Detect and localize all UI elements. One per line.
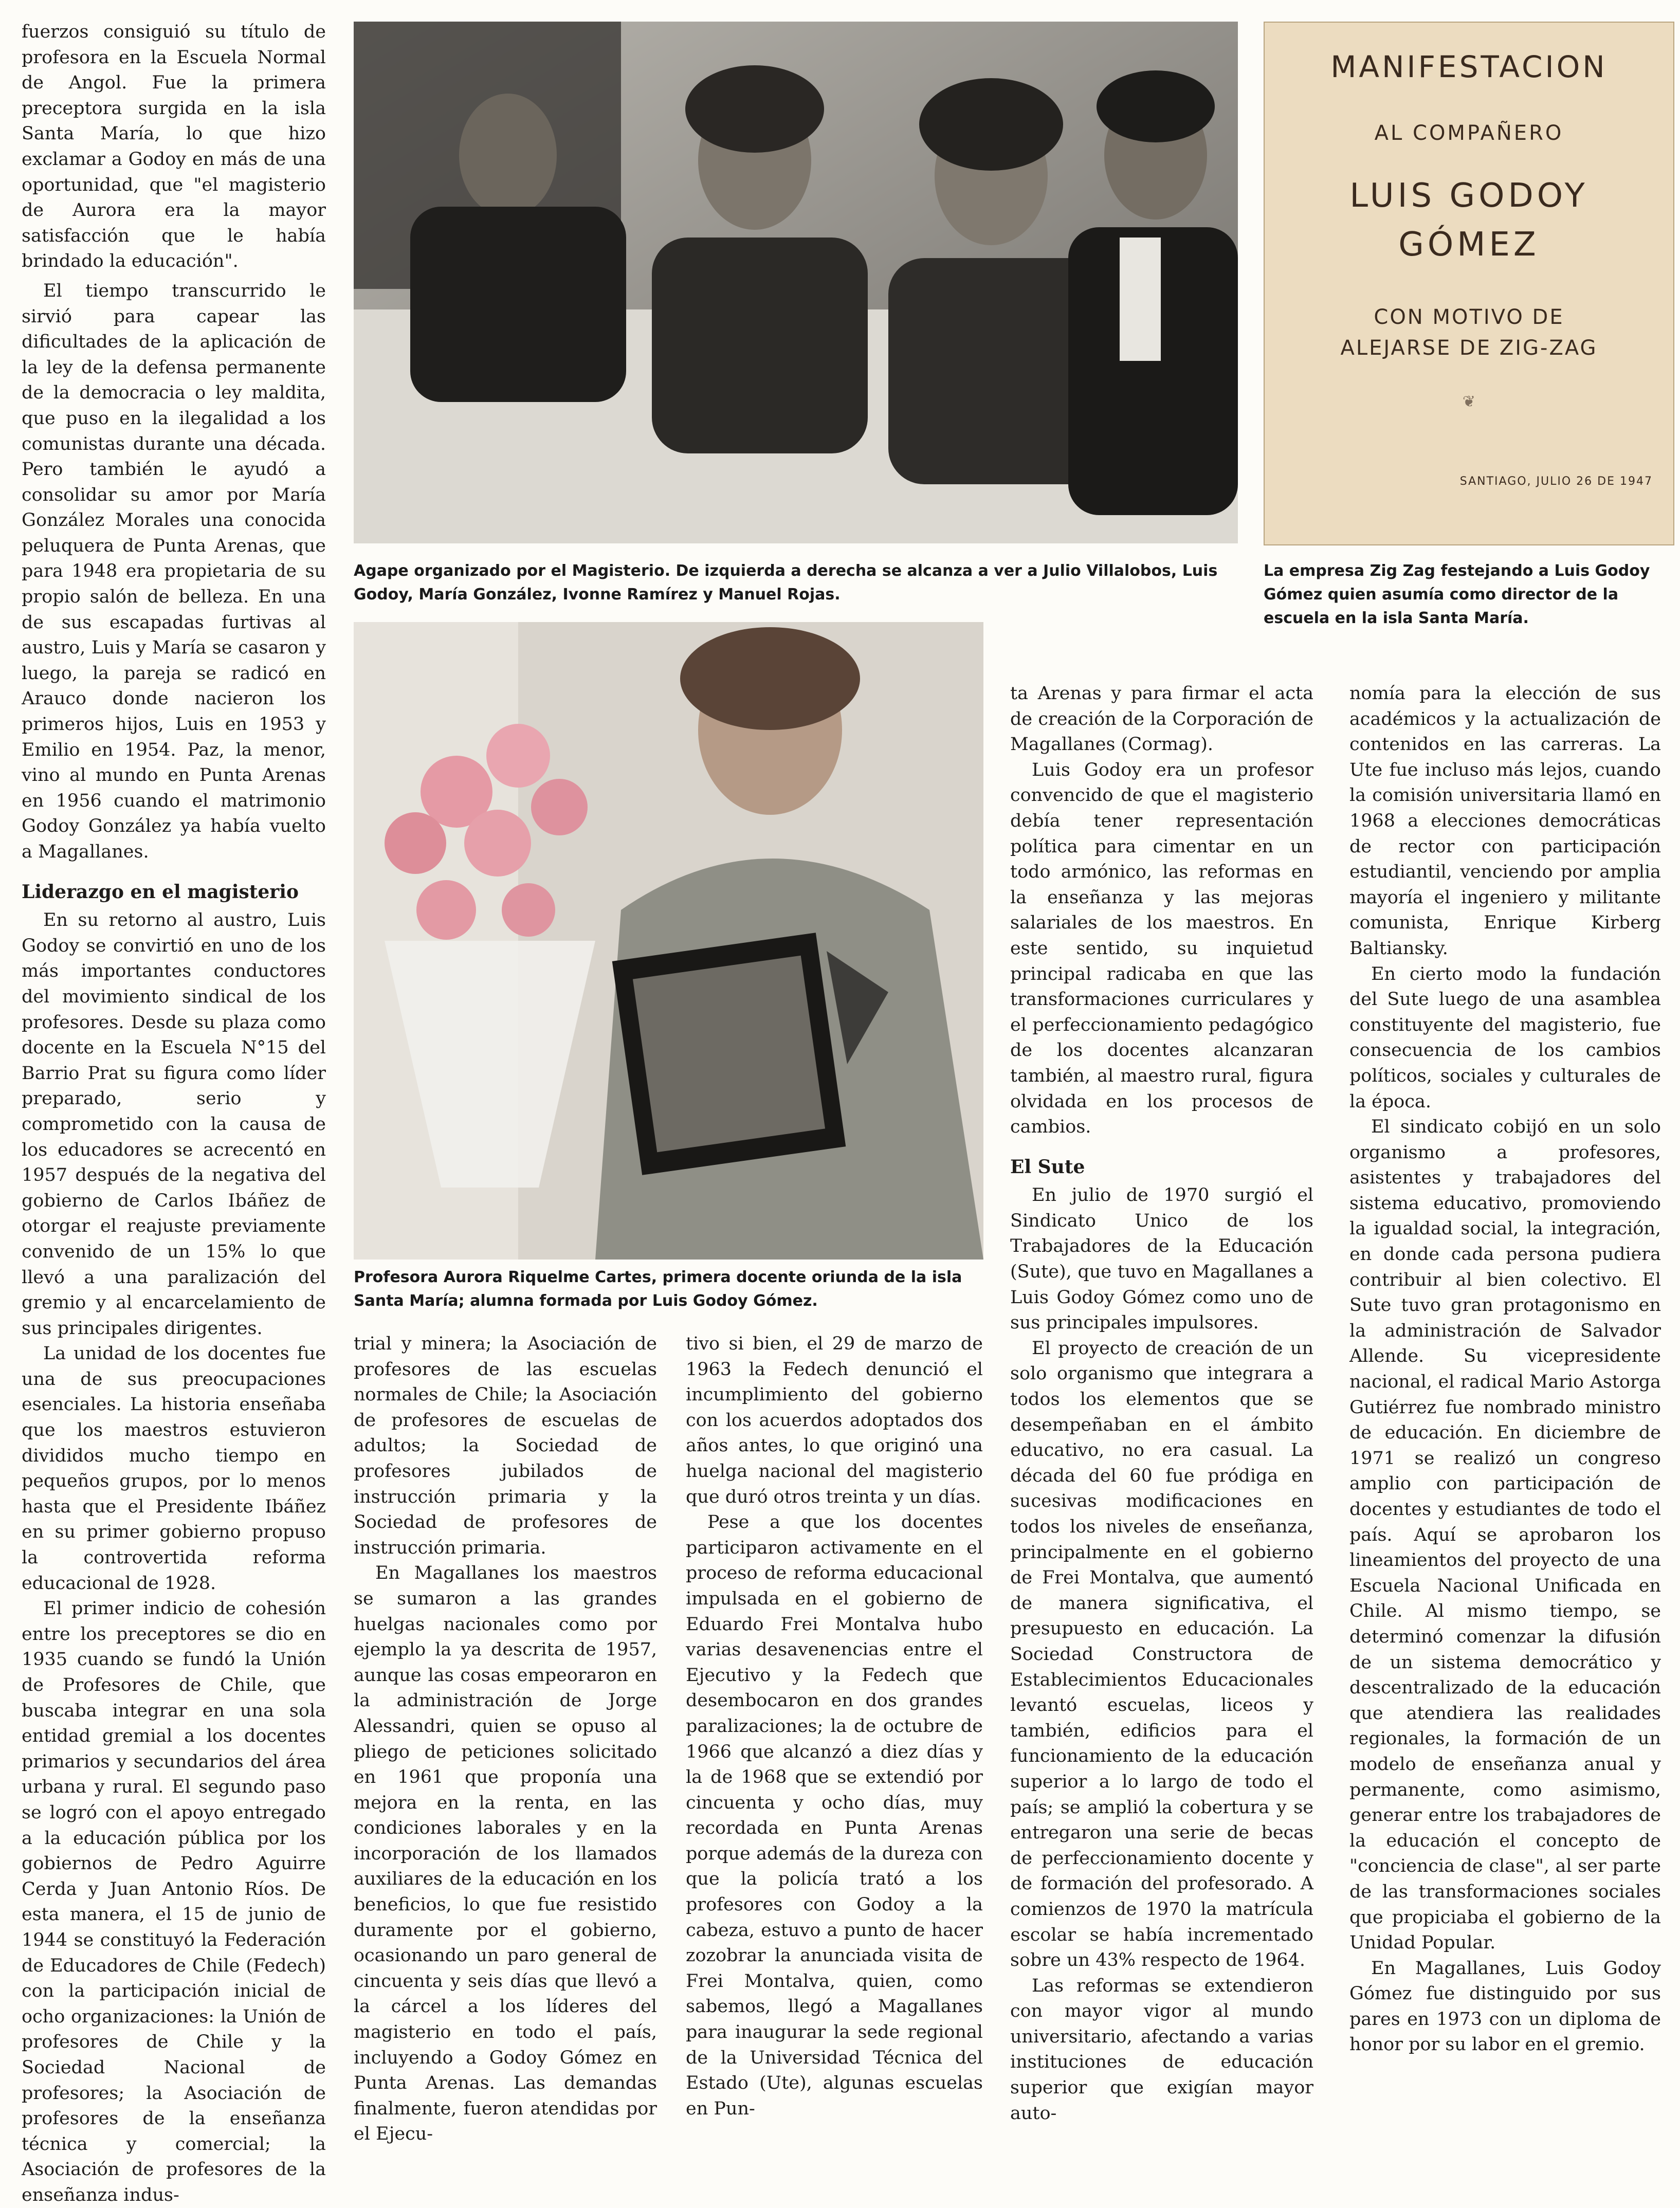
section-heading-liderazgo: Liderazgo en el magisterio	[22, 881, 299, 903]
col2-paragraph-2: En Magallanes los maestros se sumaron a las grandes huelgas nacionales como por ejemplo la ya descrita de 1957, aunque las cosas empeoraron en la administración de Jorge Alessandri, quien se opuso al pliego de peticiones solicitado en 1961 que proponía una mejora en la renta, en las condiciones laborales y en la incorporación de los llamados auxiliares de la educación en los beneficios, lo que fue resistido duramente por el gobierno, ocasionando un paro general de cincuenta y seis días que llevó a la cárcel a los líderes del magisterio en todo el país, incluyendo a Godoy Gómez en Punta Arenas. Las demandas finalmente, fueron atendidas por el Ejecu-	[354, 1563, 657, 2145]
card-ornament: ❦	[1462, 393, 1476, 411]
col3-paragraph-1: tivo si bien, el 29 de marzo de 1963 la Fedech denunció el incumplimiento del gobierno con los acuerdos adoptados dos años antes, lo que originó una huelga nacional del magisterio que duró otros treinta y un días.	[686, 1334, 983, 1507]
article-column-5	[1349, 681, 1661, 2058]
col3-paragraph-2: Pese a que los docentes participaron activamente en el proceso de reforma educacional impulsada en el gobierno de Eduardo Frei Montalva hubo varias desavenencias entre el Ejecutivo y la Fedech que desembocaron en dos grandes paralizaciones; la de octubre de 1966 que alcanzó a diez días y la de 1968 que se extendió por cincuenta y ocho días, muy recordada en Punta Arenas porque además de la dureza con que la policía trató a los profesores con Godoy a la cabeza, estuvo a punto de hacer zozobrar la anunciada visita de Frei Montalva, quien, como sabemos, llegó a Magallanes para inaugurar la sede regional de la Universidad Técnica del Estado (Ute), algunas escuelas en Pun-	[686, 1512, 983, 2119]
col4-paragraph-5: Las reformas se extendieron con mayor vigor al mundo universitario, afectando a varias instituciones de educación superior que exigían mayor auto-	[1010, 1975, 1313, 2124]
manifestacion-card	[1264, 22, 1674, 545]
agape-photo-caption: Agape organizado por el Magisterio. De izquierda a derecha se alcanza a ver a Julio Villalobos, Luis Godoy, María González, Ivonne Ramírez y Manuel Rojas.	[354, 562, 1218, 604]
col5-paragraph-3: El sindicato cobijó en un solo organismo a profesores, asistentes y trabajadores del sistema educativo, promoviendo la igualdad social, la integración, en donde cada persona pudiera contribuir al bien colectivo. El Sute tuvo gran protagonismo en la administración de Salvador Allende. Su vicepresidente nacional, el radical Mario Astorga Gutiérrez fue nombrado ministro de educación. En diciembre de 1971 se realizó un congreso amplio con participación de docentes y estudiantes de todo el país. Aquí se aprobaron los lineamientos del proyecto de una Escuela Nacional Unificada en Chile. Al mismo tiempo, se determinó comenzar la difusión de un sistema democrático y descentralizado de la educación que atendiera las realidades regionales, la formación de un modelo de enseñanza anual y permanente, como asimismo, generar entre los trabajadores de la educación el concepto de "conciencia de clase", al ser parte de las transformaciones sociales que propiciaba el gobierno de la Unidad Popular.	[1349, 1117, 1661, 1954]
article-column-1	[22, 20, 326, 2208]
card-footer: SANTIAGO, JULIO 26 DE 1947	[1459, 475, 1653, 488]
article-column-2	[354, 1331, 657, 2147]
card-reason-line2: ALEJARSE DE ZIG-ZAG	[1340, 336, 1598, 360]
article-column-3	[686, 1331, 983, 2122]
agape-photo	[354, 22, 1238, 543]
col1-paragraph-5: El primer indicio de cohesión entre los preceptores se dio en 1935 cuando se fundó la Unión de Profesores de Chile, que buscaba integrar en una sola entidad gremial a los docentes primarios y secundarios del área urbana y rural. El segundo paso se logró con el apoyo entregado a la educación pública por los gobiernos de Pedro Aguirre Cerda y Juan Antonio Ríos. De esta manera, el 15 de junio de 1944 se constituyó la Federación de Educadores de Chile (Fedech) con la participación inicial de ocho organizaciones: la Unión de profesores de Chile y la Sociedad Nacional de profesores; la Asociación de profesores de la enseñanza técnica y comercial; la Asociación de profesores de la enseñanza indus-	[22, 1598, 326, 2205]
card-name-line2: GÓMEZ	[1398, 226, 1540, 264]
section-heading-sute: El Sute	[1010, 1156, 1085, 1178]
card-subtitle: AL COMPAÑERO	[1374, 121, 1564, 145]
col4-paragraph-4: El proyecto de creación de un solo organismo que integrara a todos los elementos que se desempeñaban en el ámbito educativo, no era casual. La década del 60 fue pródiga en sucesivas modificaciones en todos los niveles de enseñanza, principalmente en el gobierno de Frei Montalva, que aumentó de manera significativa, el presupuesto en educación. La Sociedad Constructora de Establecimientos Educacionales levantó escuelas, liceos y también, edificios para el funcionamiento de la educación superior a lo largo de todo el país; se amplió la cobertura y se entregaron una serie de becas de perfeccionamiento docente y de formación del profesorado. A comienzos de 1970 la matrícula escolar se había incrementado sobre un 43% respecto de 1964.	[1010, 1338, 1313, 1971]
col4-paragraph-2: Luis Godoy era un profesor convencido de que el magisterio debía tener representación política para cimentar en un todo armónico, las reformas en la enseñanza y las mejoras salariales de los maestros. En este sentido, su inquietud principal radicaba en que las transformaciones curriculares y el perfeccionamiento pedagógico de los docentes alcanzaran también, al maestro rural, figura olvidada en los procesos de cambios.	[1010, 759, 1313, 1138]
article-column-4	[1010, 681, 1313, 2126]
col1-paragraph-1: fuerzos consiguió su título de profesora en la Escuela Normal de Angol. Fue la primera preceptora surgida en la isla Santa María, lo que hizo exclamar a Godoy en más de una oportunidad, que "el magisterio de Aurora era la mayor satisfacción que le había brindado la educación".	[22, 22, 326, 272]
card-caption: La empresa Zig Zag festejando a Luis Godoy Gómez quien asumía como director de la escuela en la isla Santa María.	[1264, 562, 1650, 627]
col5-paragraph-4: En Magallanes, Luis Godoy Gómez fue distinguido por sus pares en 1973 con un diploma de honor por su labor en el gremio.	[1349, 1958, 1661, 2055]
aurora-photo-caption: Profesora Aurora Riquelme Cartes, primera docente oriunda de la isla Santa María; alumna formada por Luis Godoy Gómez.	[354, 1268, 962, 1310]
agape-photo-illustration	[354, 22, 1238, 543]
col1-paragraph-4: La unidad de los docentes fue una de sus preocupaciones esenciales. La historia enseñaba que los maestros estuvieron divididos mucho tiempo en pequeños grupos, por lo menos hasta que el Presidente Ibáñez en su primer gobierno propuso la controvertida reforma educacional de 1928.	[22, 1343, 326, 1594]
card-title: MANIFESTACION	[1330, 49, 1608, 84]
col5-paragraph-1: nomía para la elección de sus académicos y la actualización de contenidos en las carreras. La Ute fue incluso más lejos, cuando la comisión universitaria llamó en 1968 a elecciones democráticas de rector con participación estudiantil, venciendo por amplia mayoría el ingeniero y militante comunista, Enrique Kirberg Baltiansky.	[1349, 683, 1661, 959]
col1-paragraph-3: En su retorno al austro, Luis Godoy se convirtió en uno de los más importantes conductores del movimiento sindical de los profesores. Desde su plaza como docente en la Escuela N°15 del Barrio Prat su figura como líder preparado, serio y comprometido con la causa de los educadores se acrecentó en 1957 después de la negativa del gobierno de Carlos Ibáñez de otorgar el reajuste previamente convenido de un 15% lo que llevó a una paralización del gremio y al encarcelamiento de sus principales dirigentes.	[22, 910, 326, 1339]
col4-paragraph-3: En julio de 1970 surgió el Sindicato Unico de los Trabajadores de la Educación (Sute), que tuvo en Magallanes a Luis Godoy Gómez como uno de sus principales impulsores.	[1010, 1185, 1313, 1334]
col5-paragraph-2: En cierto modo la fundación del Sute luego de una asamblea constituyente del magisterio, fue consecuencia de los cambios políticos, sociales y culturales de la época.	[1349, 963, 1661, 1112]
col4-paragraph-1: ta Arenas y para firmar el acta de creación de la Corporación de Magallanes (Cormag).	[1010, 683, 1313, 755]
card-reason-line1: CON MOTIVO DE	[1374, 305, 1564, 329]
col1-paragraph-2: El tiempo transcurrido le sirvió para capear las dificultades de la aplicación de la ley de la defensa permanente de la democracia o ley maldita, que puso en la ilegalidad a los comunistas durante una década. Pero también le ayudó a consolidar su amor por María González Morales una conocida peluquera de Punta Arenas, que para 1948 era propietaria de su propio salón de belleza. En una de sus escapadas furtivas al austro, Luis y María se casaron y luego, la pareja se radicó en Arauco donde nacieron los primeros hijos, Luis en 1953 y Emilio en 1954. Paz, la menor, vino al mundo en Punta Arenas en 1956 cuando el matrimonio Godoy González ya había vuelto a Magallanes.	[22, 280, 326, 862]
aurora-photo	[354, 622, 983, 1260]
card-name-line1: LUIS GODOY	[1349, 177, 1588, 215]
col2-paragraph-1: trial y minera; la Asociación de profesores de las escuelas normales de Chile; la Asociación de profesores de escuelas de adultos; la Sociedad de profesores jubilados de instrucción primaria y la Sociedad de profesores de instrucción primaria.	[354, 1334, 657, 1558]
aurora-photo-illustration	[354, 622, 983, 1260]
